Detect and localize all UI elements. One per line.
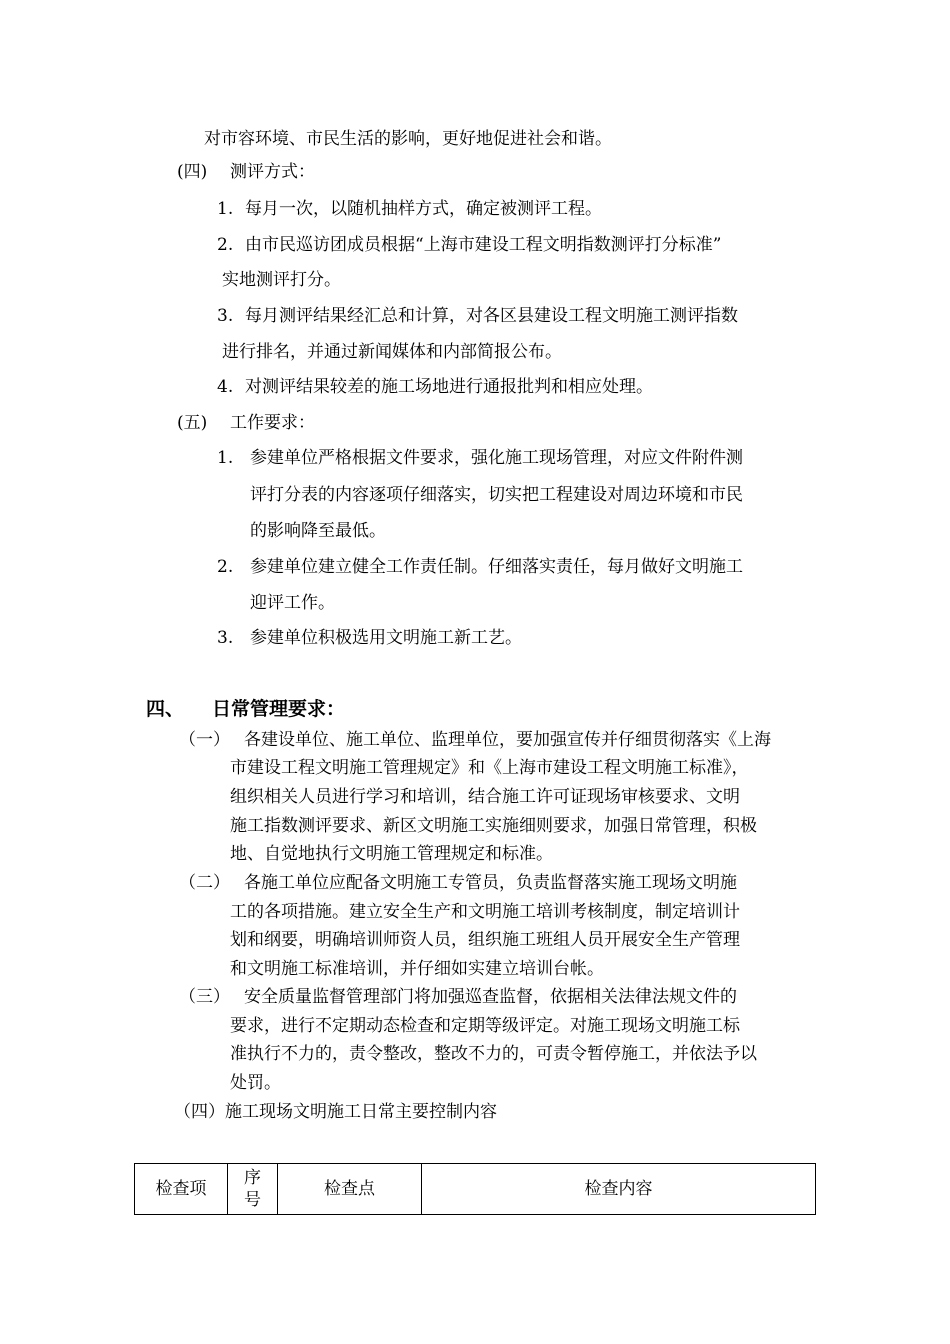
col-header-inspection-item: 检查项 — [135, 1164, 228, 1215]
paragraph-line: 市建设工程文明施工管理规定》和《上海市建设工程文明施工标准》， — [230, 758, 749, 778]
section-number: 四、 — [146, 698, 185, 720]
list-item — [217, 234, 722, 256]
list-text: 的影响降至最低。 — [250, 521, 386, 541]
table-caption: （四）施工现场文明施工日常主要控制内容 — [174, 1102, 497, 1122]
paragraph-label: （一） — [179, 730, 230, 750]
list-number: 2. — [217, 557, 234, 577]
list-text: 参建单位严格根据文件要求，强化施工现场管理，对应文件附件测 — [250, 448, 743, 468]
list-item — [217, 447, 743, 469]
table-header-row — [135, 1164, 816, 1215]
serial-number-label: 序号 — [244, 1168, 261, 1210]
paragraph-label: （三） — [179, 987, 230, 1007]
subsection-title: 测评方式： — [230, 162, 315, 182]
section-title: 日常管理要求： — [212, 698, 346, 720]
subsection-heading — [177, 161, 315, 183]
list-item — [217, 556, 743, 578]
paragraph-line: 安全质量监督管理部门将加强巡查监督，依据相关法律法规文件的 — [244, 987, 737, 1007]
list-item — [217, 198, 602, 220]
paragraph-item — [179, 986, 737, 1008]
paragraph-line: 准执行不力的，责令整改，整改不力的，可责令暂停施工，并依法予以 — [230, 1044, 757, 1064]
paragraph-line: 各施工单位应配备文明施工专管员，负责监督落实施工现场文明施 — [244, 873, 737, 893]
col-header-inspection-content: 检查内容 — [422, 1164, 816, 1215]
list-item — [217, 305, 738, 327]
paragraph-line: 处罚。 — [230, 1073, 281, 1093]
paragraph-line: 组织相关人员进行学习和培训，结合施工许可证现场审核要求、文明 — [230, 787, 740, 807]
paragraph-label: （二） — [179, 873, 230, 893]
list-number: 3. — [217, 306, 234, 326]
list-text: 每月测评结果经汇总和计算，对各区县建设工程文明施工测评指数 — [245, 306, 738, 326]
list-text: 评打分表的内容逐项仔细落实，切实把工程建设对周边环境和市民 — [250, 485, 743, 505]
list-item — [217, 376, 653, 398]
subsection-label: (五) — [177, 413, 208, 433]
list-number: 2. — [217, 235, 234, 255]
paragraph-line: 施工指数测评要求、新区文明施工实施细则要求，加强日常管理，积极 — [230, 816, 757, 836]
subsection-label: (四) — [177, 162, 208, 182]
list-number: 1. — [217, 199, 234, 219]
paragraph-line: 地、自觉地执行文明施工管理规定和标准。 — [230, 844, 553, 864]
list-text: 参建单位建立健全工作责任制。仔细落实责任，每月做好文明施工 — [250, 557, 743, 577]
col-header-serial-number — [228, 1164, 278, 1215]
paragraph-line: 各建设单位、施工单位、监理单位，要加强宣传并仔细贯彻落实《上海 — [244, 730, 771, 750]
paragraph-line: 对市容环境、市民生活的影响，更好地促进社会和谐。 — [204, 129, 612, 149]
list-number: 3. — [217, 628, 234, 648]
list-text: 每月一次，以随机抽样方式，确定被测评工程。 — [245, 199, 602, 219]
inspection-table — [134, 1163, 816, 1215]
paragraph-line: 要求，进行不定期动态检查和定期等级评定。对施工现场文明施工标 — [230, 1016, 740, 1036]
paragraph-line: 划和纲要，明确培训师资人员，组织施工班组人员开展安全生产管理 — [230, 930, 740, 950]
section-heading — [146, 694, 346, 721]
paragraph-line: 和文明施工标准培训，并仔细如实建立培训台帐。 — [230, 959, 604, 979]
list-item — [217, 627, 522, 649]
list-text: 实地测评打分。 — [222, 270, 341, 290]
paragraph-line: 工的各项措施。建立安全生产和文明施工培训考核制度，制定培训计 — [230, 902, 740, 922]
list-text: 由市民巡访团成员根据“上海市建设工程文明指数测评打分标准” — [245, 235, 722, 255]
list-number: 4. — [217, 377, 234, 397]
paragraph-item — [179, 729, 771, 751]
paragraph-item — [179, 872, 737, 894]
list-text: 进行排名，并通过新闻媒体和内部简报公布。 — [222, 342, 562, 362]
list-text: 对测评结果较差的施工场地进行通报批判和相应处理。 — [245, 377, 653, 397]
subsection-heading — [177, 412, 315, 434]
list-text: 参建单位积极选用文明施工新工艺。 — [250, 628, 522, 648]
list-number: 1. — [217, 448, 234, 468]
list-text: 迎评工作。 — [250, 593, 335, 613]
col-header-inspection-point: 检查点 — [278, 1164, 422, 1215]
subsection-title: 工作要求： — [230, 413, 315, 433]
